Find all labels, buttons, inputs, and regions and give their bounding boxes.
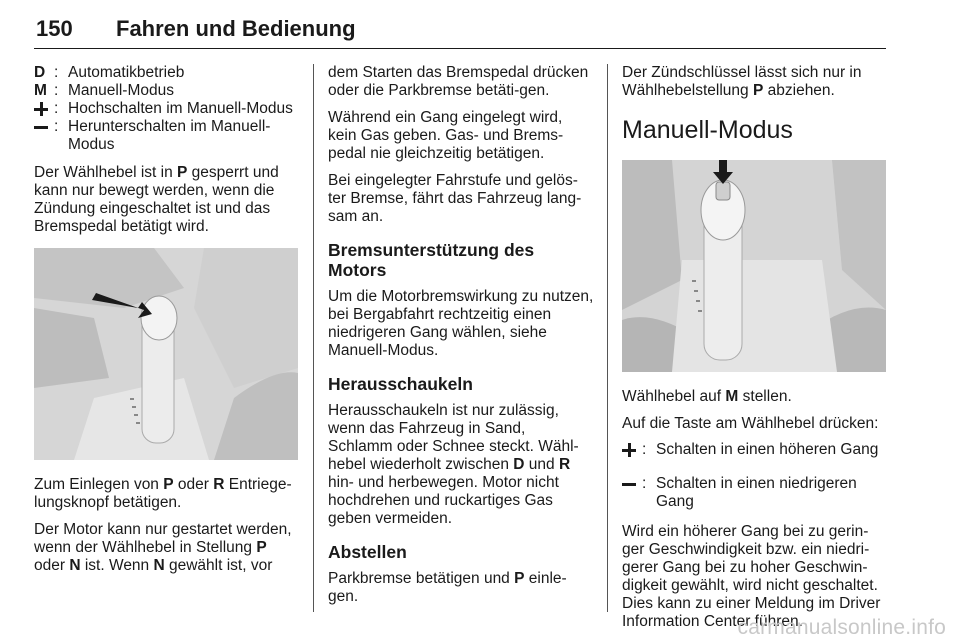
def-text: Hochschalten im Manuell-Modus: [68, 100, 293, 117]
plus-icon: [622, 443, 636, 457]
page-title: Fahren und Bedienung: [116, 16, 356, 41]
minus-icon: [34, 120, 48, 134]
paragraph: Um die Motorbremswirkung zu nutzen, bei Bergabfahrt rechtzeitig einen niedrigeren Gang wählen, siehe Manuell-Modus.: [328, 288, 594, 359]
paragraph: Parkbremse betätigen und P einle-gen.: [328, 570, 567, 605]
column-divider: [607, 64, 608, 612]
plus-icon: [34, 102, 48, 116]
definition-row: : Hochschalten im Manuell-Modus: [34, 100, 300, 118]
manual-mode-illustration: [622, 160, 886, 372]
page-header: [34, 16, 886, 49]
paragraph: Wird ein höherer Gang bei zu gerin-ger Geschwindigkeit bzw. ein niedri-gerer Gang bei zu hoher Geschwin-digkeit gewählt, wird nicht geschaltet. Dies kann zu einer Meldung im Driver Information Center führen.: [622, 523, 881, 630]
section-heading: Bremsunterstützung des Motors: [328, 240, 535, 280]
def-key: M: [34, 82, 47, 99]
column-2: [328, 64, 594, 615]
def-text: Schalten in einen niedrigeren Gang: [656, 475, 857, 510]
paragraph: Während ein Gang eingelegt wird, kein Gas geben. Gas- und Brems-pedal nie gleichzeitig betätigen.: [328, 109, 564, 162]
paragraph: Zum Einlegen von P oder R Entriege-lungsknopf betätigen.: [34, 476, 292, 511]
manual-mode-image: [622, 160, 886, 372]
column-1: [34, 64, 300, 584]
paragraph: Bei eingelegter Fahrstufe und gelös-ter Bremse, fährt das Fahrzeug lang-sam an.: [328, 172, 582, 225]
paragraph: Der Zündschlüssel lässt sich nur in Wählhebelstellung P abziehen.: [622, 64, 862, 99]
paragraph: dem Starten das Bremspedal drücken oder die Parkbremse betäti-gen.: [328, 64, 589, 99]
paragraph: Der Motor kann nur gestartet werden, wenn der Wählhebel in Stellung P oder N ist. Wenn N gewählt ist, vor: [34, 521, 292, 574]
column-3: [622, 64, 888, 640]
watermark: carmanualsonline.info: [737, 616, 946, 639]
chapter-heading: Manuell-Modus: [622, 116, 793, 144]
def-text: Automatikbetrieb: [68, 64, 185, 81]
gear-lever-image: [34, 248, 298, 460]
def-key: D: [34, 64, 46, 81]
definition-row: : Herunterschalten im Manuell-Modus: [34, 118, 300, 154]
def-text: Herunterschalten im Manuell-Modus: [68, 118, 271, 153]
page-number: 150: [36, 16, 73, 41]
paragraph: Auf die Taste am Wählhebel drücken:: [622, 415, 879, 432]
definition-row: M : Manuell-Modus: [34, 82, 300, 100]
section-heading: Herausschaukeln: [328, 374, 473, 394]
gear-lever-illustration: [34, 248, 298, 460]
paragraph: Wählhebel auf M stellen.: [622, 388, 792, 405]
definition-row: : Schalten in einen niedrigeren Gang: [622, 475, 888, 511]
paragraph: Herausschaukeln ist nur zulässig, wenn das Fahrzeug in Sand, Schlamm oder Schnee steckt. Wähl-hebel wiederholt zwischen D und R hin- und herbewegen. Motor nicht hochdrehen und ruckartiges Gas geben vermeiden.: [328, 402, 579, 527]
column-divider: [313, 64, 314, 612]
minus-icon: [622, 477, 636, 491]
def-text: Schalten in einen höheren Gang: [656, 441, 879, 458]
paragraph: Der Wählhebel ist in P gesperrt und kann nur bewegt werden, wenn die Zündung eingeschaltet ist und das Bremspedal betätigt wird.: [34, 164, 279, 235]
definition-row: D : Automatikbetrieb: [34, 64, 300, 82]
section-heading: Abstellen: [328, 542, 407, 562]
definition-row: : Schalten in einen höheren Gang: [622, 441, 888, 459]
def-text: Manuell-Modus: [68, 82, 174, 99]
